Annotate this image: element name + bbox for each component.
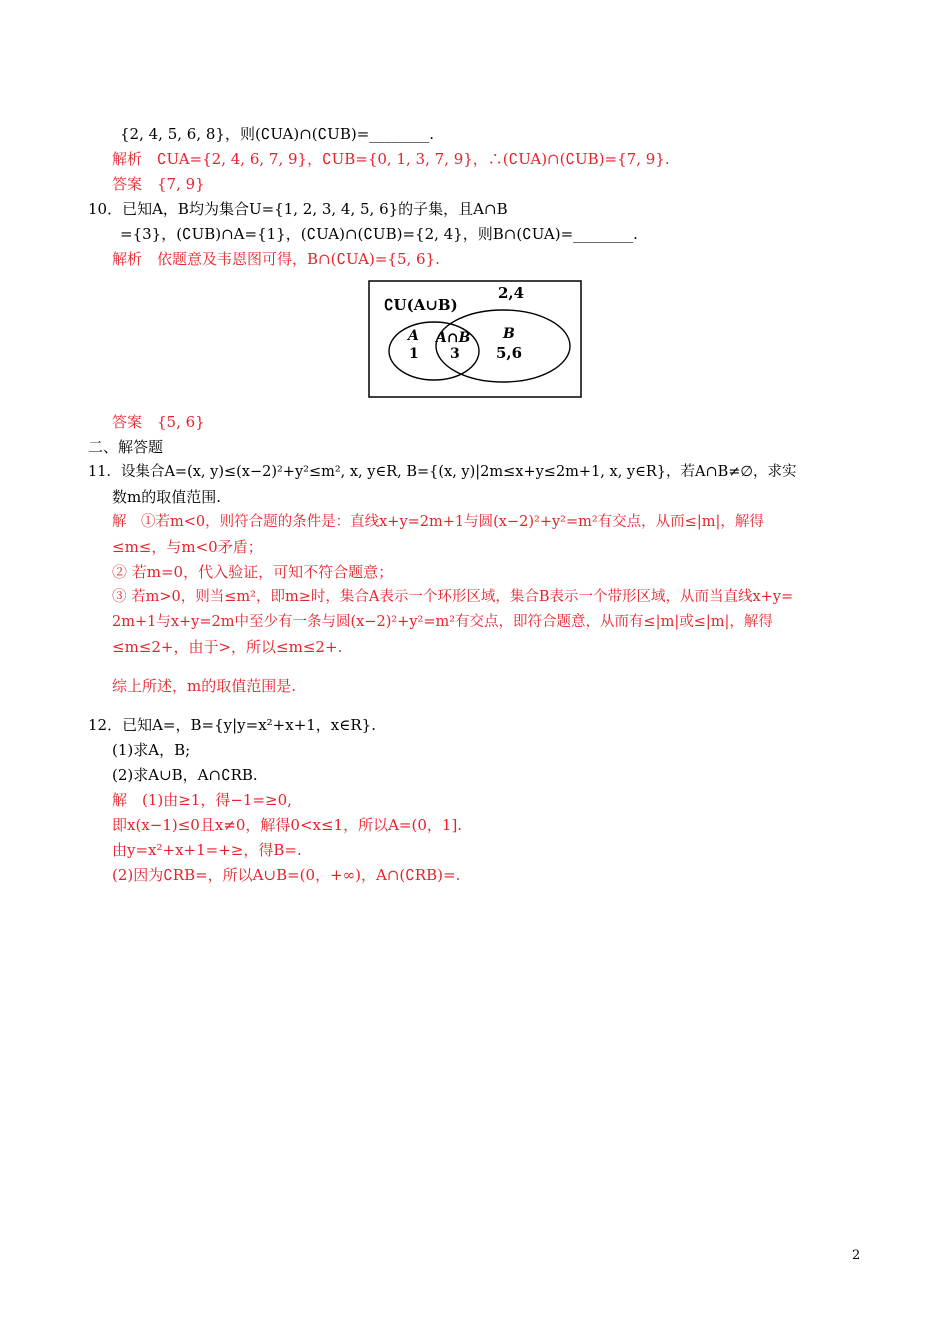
q12-solution-2: 即x(x−1)≤0且x≠0，解得0<x≤1，所以A=(0，1]. (112, 816, 463, 834)
q12-solution-3: 由y=x²+x+1=+≥，得B=. (112, 841, 302, 859)
q11-solution-5: 2m+1与x+y=2m中至少有一条与圆(x−2)²+y²=m²有交点，即符合题意，从而有≤|m|或≤|m|，解得 (112, 614, 773, 630)
q12-solution-1: 解 (1)由≥1，得−1=≥0, (112, 791, 292, 809)
venn-a-label: A (408, 328, 419, 344)
q11-solution-1: 解 ①若m<0，则符合题的条件是：直线x+y=2m+1与圆(x−2)²+y²=m²有交点，从而≤|m|，解得 (112, 514, 764, 530)
q10-analysis: 解析 依题意及韦恩图可得，B∩(∁UA)={5, 6}. (112, 250, 440, 268)
venn-intersect-value: 3 (450, 346, 460, 362)
q12-stem: 12．已知A=，B={y|y=x²+x+1，x∈R}. (88, 716, 376, 734)
q11-stem-2: 数m的取值范围. (112, 488, 221, 506)
q11-solution-6: ≤m≤2+，由于>，所以≤m≤2+. (112, 638, 343, 656)
q12-part-2: (2)求A∪B，A∩∁RB. (112, 766, 258, 784)
q11-stem-1: 11．设集合A=(x, y)≤(x−2)²+y²≤m², x, y∈R, B={(x, y)|2m≤x+y≤2m+1, x, y∈R}，若A∩B≠∅，求实 (88, 464, 797, 480)
q9-tail: {2, 4, 5, 6, 8}，则(∁UA)∩(∁UB)=________. (120, 125, 435, 143)
venn-b-value: 5,6 (496, 344, 523, 362)
page-number: 2 (852, 1248, 861, 1263)
q12-part-1: (1)求A，B; (112, 741, 191, 759)
venn-diagram (368, 280, 582, 398)
q11-solution-2: ≤m≤，与m<0矛盾； (112, 538, 263, 556)
q10-answer: 答案 {5, 6} (112, 413, 205, 431)
venn-a-value: 1 (409, 346, 419, 362)
venn-intersect-label: A∩B (436, 330, 471, 346)
venn-complement-label: ∁U(A∪B) (384, 296, 458, 314)
q11-solution-4: ③ 若m>0，则当≤m²，即m≥时，集合A表示一个环形区域，集合B表示一个带形区域，从而当直线x+y= (112, 589, 794, 605)
q12-solution-4: (2)因为∁RB=，所以A∪B=(0，+∞)，A∩(∁RB)=. (112, 866, 461, 884)
q10-stem-1: 10．已知A，B均为集合U={1, 2, 3, 4, 5, 6}的子集，且A∩B (88, 200, 508, 218)
section-heading: 二、解答题 (88, 438, 164, 456)
q11-conclusion: 综上所述，m的取值范围是. (112, 677, 296, 695)
q9-analysis: 解析 ∁UA={2, 4, 6, 7, 9}，∁UB={0, 1, 3, 7, 9}，∴(∁UA)∩(∁UB)={7, 9}. (112, 150, 670, 168)
venn-b-label: B (503, 326, 515, 342)
q9-answer: 答案 {7, 9} (112, 175, 205, 193)
q10-stem-2: ={3}，(∁UB)∩A={1}，(∁UA)∩(∁UB)={2, 4}，则B∩(∁UA)=________. (120, 225, 638, 243)
q11-solution-3: ② 若m=0，代入验证，可知不符合题意； (112, 563, 394, 581)
venn-outside-value: 2,4 (498, 284, 525, 302)
